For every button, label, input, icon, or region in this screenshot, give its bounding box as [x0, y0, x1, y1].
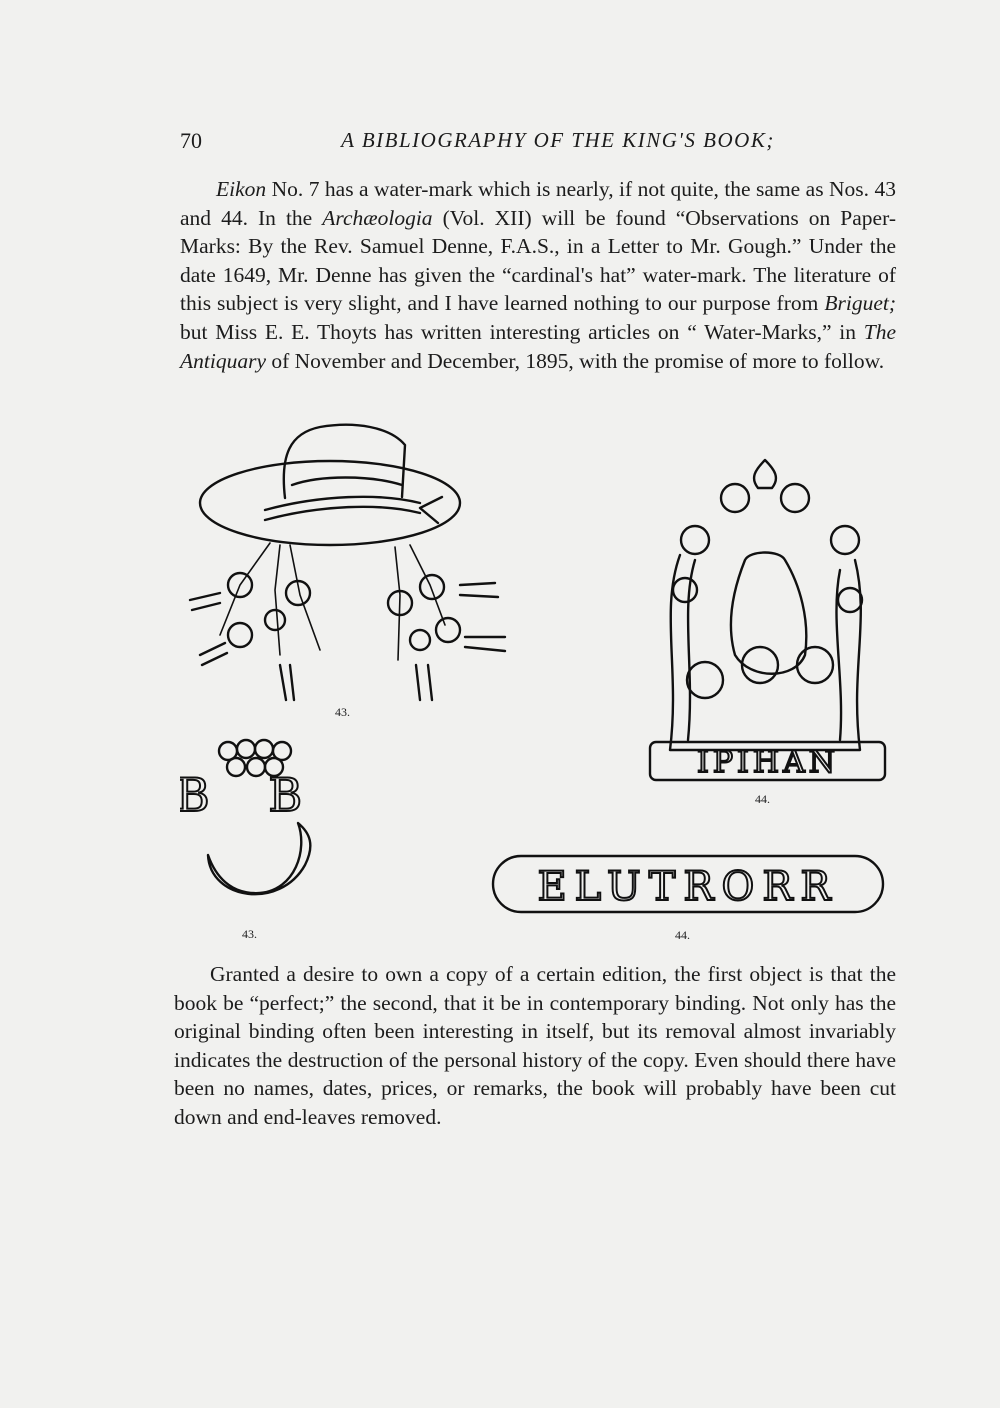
italic-eikon: Eikon	[216, 177, 267, 201]
figure-cardinals-hat	[180, 415, 520, 725]
italic-briguet: Briguet;	[824, 291, 896, 316]
initials-inscription: B B	[180, 768, 325, 822]
italic-antiquary: The Antiquary	[180, 319, 896, 373]
initials-drawing	[180, 735, 330, 925]
running-title: A BIBLIOGRAPHY OF THE KING'S BOOK;	[341, 128, 775, 152]
text-run: of November and December, 1895, with the promise of more to follow.	[266, 348, 885, 373]
name-drawing	[485, 850, 890, 920]
figure-shield-watermark	[640, 450, 890, 810]
paragraph-watermarks	[180, 175, 896, 375]
cardinals-hat-drawing	[180, 415, 520, 705]
figure-name-watermark	[485, 850, 890, 945]
page-number: 70	[180, 128, 202, 153]
figure-label: 43.	[335, 705, 350, 719]
figure-label: 43.	[242, 927, 257, 941]
figure-label: 44.	[755, 792, 770, 806]
text-run: (Vol. XII) will be found “Observations on Paper-Marks: By the Rev. Samuel Denne, F.A.S., in a Letter to Mr. Gough.” Under the date 1649, Mr. Denne has given the “cardinal's hat” water-mark. The literature of this subject is very slight, and I have learned nothing to our purpose from	[180, 205, 896, 316]
text-run: but Miss E. E. Thoyts has written interesting articles on “ Water-Marks,” in	[180, 319, 864, 344]
shield-drawing	[640, 450, 890, 790]
page-header	[180, 128, 896, 162]
shield-inscription: IPIHAN	[697, 745, 839, 780]
text-run: No. 7 has a water-mark which is nearly, if not quite, the same as Nos. 43 and 44. In the	[180, 177, 896, 230]
figure-label: 44.	[675, 928, 690, 942]
italic-archaeologia: Archæologia	[322, 205, 433, 230]
figure-initials-watermark	[180, 735, 330, 945]
name-inscription: ELUTRORR	[537, 864, 839, 910]
paragraph-binding: Granted a desire to own a copy of a certain edition, the first object is that the book be “perfect;” the second, that it be in contemporary binding. Not only has the original binding often been interesting in itself, but its removal almost invariably indicates the destruction of the personal history of the copy. Even should there have been no names, dates, prices, or remarks, the book will probably have been cut down and end-leaves removed.	[174, 962, 896, 1129]
